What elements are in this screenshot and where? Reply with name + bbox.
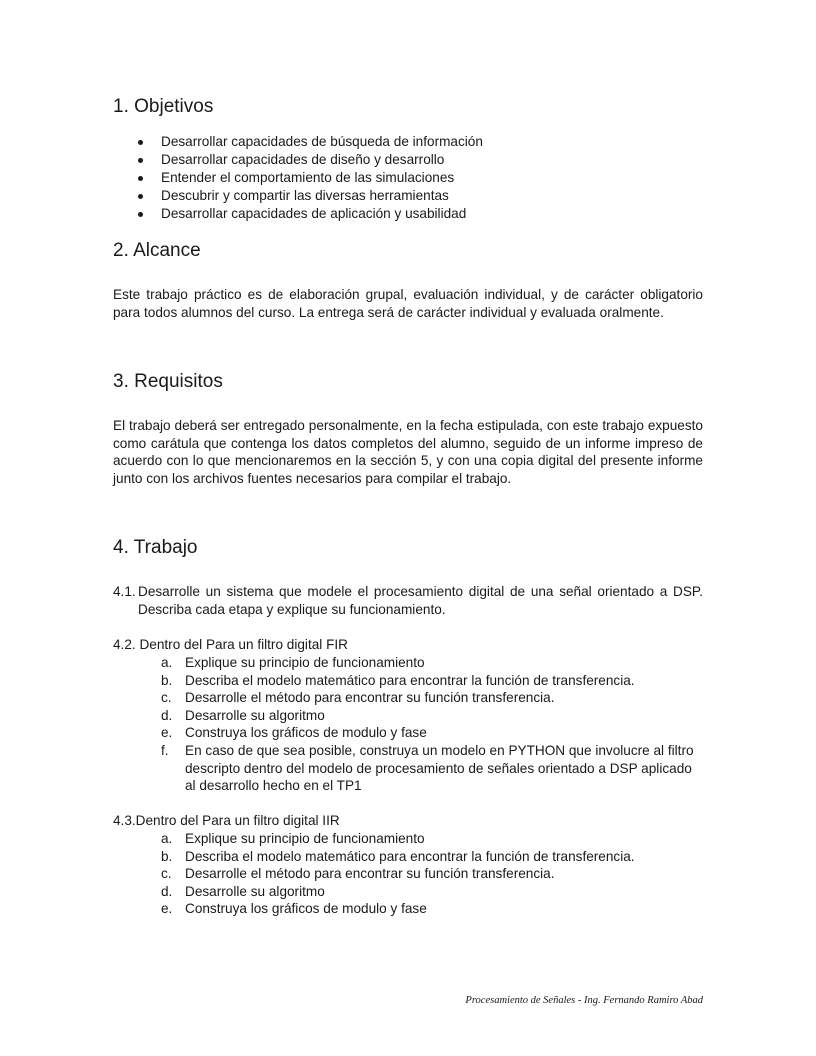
list-item-text: Construya los gráficos de modulo y fase: [185, 725, 427, 741]
list-marker: d.: [161, 707, 173, 723]
list-item-text: Desarrollar capacidades de aplicación y usabilidad: [161, 206, 467, 221]
bullet-icon: [138, 158, 143, 163]
requisitos-paragraph: El trabajo deberá ser entregado personalmente, en la fecha estipulada, con este trabajo expuesto como carátula que contenga los datos completos del alumno, seguido de un informe impreso de acuerdo con lo que mencionaremos en la sección 5, y con una copia digital del presente informe junto con los archivos fuentes necesarios para compilar el trabajo.: [113, 418, 703, 486]
list-marker: c.: [161, 866, 172, 882]
list-item: [113, 151, 483, 169]
list-item: [113, 205, 483, 223]
list-item: [113, 672, 703, 690]
list-item: [113, 707, 703, 725]
list-marker: b.: [161, 672, 173, 688]
bullet-icon: [138, 176, 143, 181]
item-4-3-title: 4.3.Dentro del Para un filtro digital IIR: [113, 813, 340, 828]
list-item: [113, 742, 703, 795]
list-marker: e.: [161, 901, 173, 917]
list-item-text: Explique su principio de funcionamiento: [185, 831, 425, 846]
list-item-text: Construya los gráficos de modulo y fase: [185, 901, 427, 917]
alcance-paragraph: Este trabajo práctico es de elaboración grupal, evaluación individual, y de carácter obligatorio para todos alumnos del curso. La entrega será de carácter individual y evaluada oralmente.: [113, 287, 703, 320]
list-item: [113, 830, 703, 848]
list-item: [113, 689, 703, 707]
list-item-text: Desarrolle el método para encontrar su función transferencia.: [185, 866, 555, 882]
list-item-text: Describa el modelo matemático para encontrar la función de transferencia.: [185, 848, 635, 864]
bullet-icon: [138, 140, 143, 145]
item-4-2-list: [113, 654, 703, 795]
list-item-text: Describa el modelo matemático para encontrar la función de transferencia.: [185, 672, 635, 688]
section-title-alcance: 2. Alcance: [113, 240, 201, 261]
list-item-text: Desarrolle su algoritmo: [185, 707, 325, 723]
list-item: [113, 133, 483, 151]
item-4-1-number: 4.1.: [113, 584, 136, 599]
list-item-text: Desarrollar capacidades de diseño y desarrollo: [161, 152, 445, 167]
list-marker: a.: [161, 831, 173, 846]
list-item: [113, 900, 703, 918]
item-4-1-text: Desarrolle un sistema que modele el procesamiento digital de una señal orientado a DSP. Describa cada etapa y explique su funcionamiento.: [138, 584, 703, 617]
list-item: [113, 848, 703, 866]
bullet-icon: [138, 194, 143, 199]
list-item: [113, 883, 703, 901]
list-item: [113, 865, 703, 883]
list-item: [113, 654, 703, 672]
item-4-3-list: [113, 830, 703, 918]
list-item-text: Desarrolle el método para encontrar su función transferencia.: [185, 690, 555, 706]
list-marker: e.: [161, 725, 173, 741]
list-item-text: Descubrir y compartir las diversas herramientas: [161, 188, 449, 203]
section-title-objetivos: 1. Objetivos: [113, 96, 214, 117]
list-marker: a.: [161, 655, 173, 670]
list-marker: b.: [161, 848, 173, 864]
list-item: [113, 724, 703, 742]
list-item-text: En caso de que sea posible, construya un modelo en PYTHON que involucre al filtro descripto dentro del modelo de procesamiento de señales orientado a DSP aplicado al desarrollo hecho en el TP1: [185, 742, 694, 794]
section-title-trabajo: 4. Trabajo: [113, 537, 198, 558]
list-item: [113, 169, 483, 187]
list-item-text: Explique su principio de funcionamiento: [185, 655, 425, 670]
item-4-2-title: 4.2. Dentro del Para un filtro digital FIR: [113, 637, 348, 652]
list-marker: f.: [161, 742, 169, 758]
bullet-icon: [138, 212, 143, 217]
item-4-1: [113, 583, 703, 618]
list-item-text: Entender el comportamiento de las simulaciones: [161, 170, 455, 185]
list-item: [113, 187, 483, 205]
list-marker: d.: [161, 883, 173, 899]
list-marker: c.: [161, 690, 172, 706]
list-item-text: Desarrolle su algoritmo: [185, 883, 325, 899]
objetivos-list: [113, 133, 483, 223]
list-item-text: Desarrollar capacidades de búsqueda de información: [161, 134, 483, 149]
page-footer: Procesamiento de Señales - Ing. Fernando Ramiro Abad: [465, 995, 703, 1006]
section-title-requisitos: 3. Requisitos: [113, 371, 223, 392]
